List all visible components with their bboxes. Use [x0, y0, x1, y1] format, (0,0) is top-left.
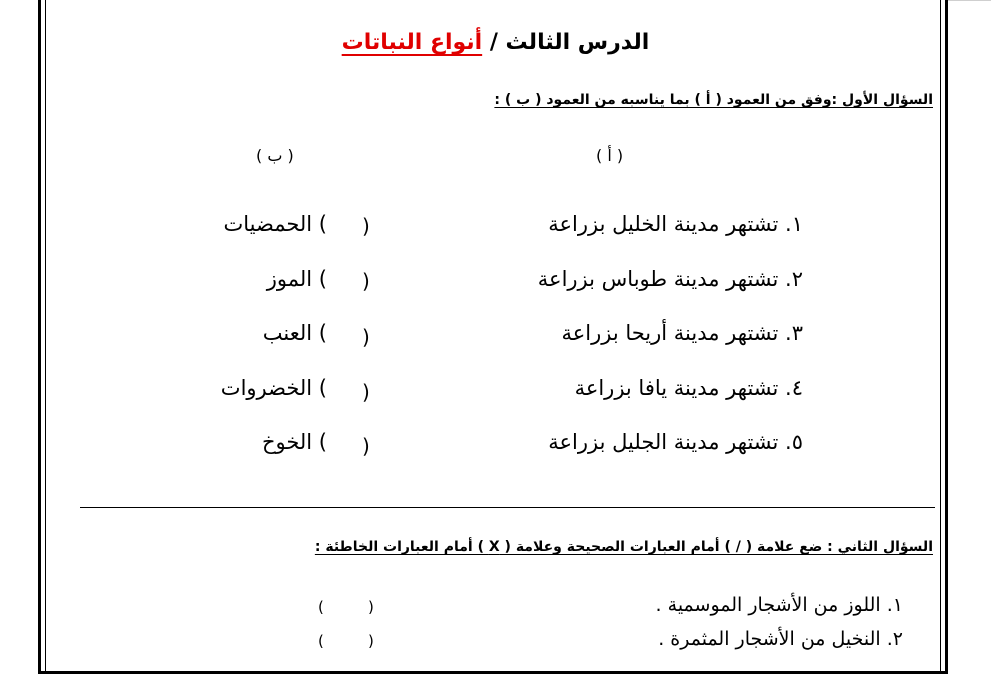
- question2-instruction: السؤال الثاني : ضع علامة ( / ) أمام العبارات الصحيحة وعلامة ( X ) أمام العبارات الخاطئة :: [314, 539, 933, 555]
- match-item-a: ٥. تشتهر مدينة الجليل بزراعة: [548, 430, 803, 454]
- answer-open-paren[interactable]: (: [368, 632, 374, 650]
- lesson-title-topic: أنواع النباتات: [341, 30, 483, 55]
- lesson-title: [0, 30, 991, 55]
- question1-instruction: السؤال الأول :وفق من العمود ( أ ) بما يناسبه من العمود ( ب ) :: [494, 92, 933, 108]
- answer-slot[interactable]: (: [362, 434, 370, 458]
- statement-text: ٢. النخيل من الأشجار المثمرة .: [658, 628, 903, 650]
- match-item-a: ٢. تشتهر مدينة طوباس بزراعة: [537, 267, 803, 291]
- match-item-b: ) الموز: [266, 267, 327, 291]
- match-item-b: ) العنب: [262, 321, 327, 345]
- answer-slot[interactable]: (: [362, 325, 370, 349]
- column-b-header: ( ب ): [256, 146, 294, 165]
- answer-slot[interactable]: (: [362, 380, 370, 404]
- section-divider: [80, 507, 935, 508]
- match-item-a: ٣. تشتهر مدينة أريحا بزراعة: [561, 321, 803, 345]
- match-item-a: ١. تشتهر مدينة الخليل بزراعة: [548, 212, 803, 236]
- lesson-title-prefix: الدرس الثالث /: [489, 30, 650, 55]
- match-item-b: ) الخوخ: [261, 430, 327, 454]
- match-item-b: ) الحمضيات: [223, 212, 327, 236]
- answer-slot[interactable]: (: [362, 269, 370, 293]
- answer-close-paren[interactable]: ): [318, 598, 324, 616]
- match-item-b: ) الخضروات: [220, 376, 327, 400]
- answer-close-paren[interactable]: ): [318, 632, 324, 650]
- page-edge-line: [948, 0, 991, 1]
- answer-open-paren[interactable]: (: [368, 598, 374, 616]
- answer-slot[interactable]: (: [362, 214, 370, 238]
- match-item-a: ٤. تشتهر مدينة يافا بزراعة: [574, 376, 803, 400]
- statement-text: ١. اللوز من الأشجار الموسمية .: [655, 594, 903, 616]
- column-a-header: ( أ ): [596, 146, 624, 165]
